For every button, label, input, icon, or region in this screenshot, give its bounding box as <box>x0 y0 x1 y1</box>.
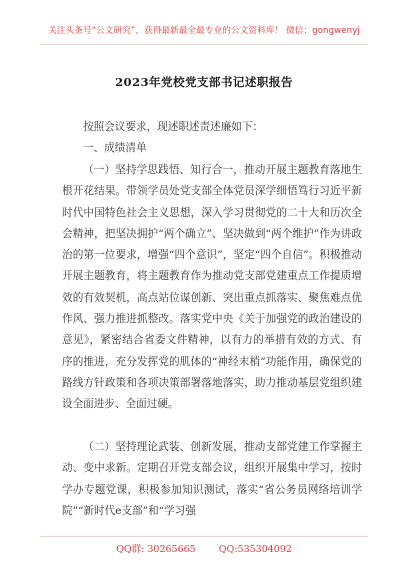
footer-qq-number: QQ:535304092 <box>218 544 292 555</box>
footer <box>0 541 408 555</box>
section-heading: 一、成绩清单 <box>83 142 147 154</box>
footer-divider <box>40 536 368 537</box>
footer-qq-group: QQ群: 30265665 <box>116 544 196 555</box>
header-divider <box>40 44 368 45</box>
lead-paragraph: 按照会议要求，现述职述责述廉如下： <box>83 121 264 133</box>
body-paragraph-1: （一）坚持学思践悟、知行合一，推动开展主题教育落地生根开花结果。带领学员处党支部全体党员深学细悟笃行习近平新时代中国特色社会主义思想，深入学习贯彻党的二十大和历次全会精神，把坚决拥护“两个确立”、坚决做到“两个维护”作为讲政治的第一位要求，增强“四个意识”，坚定“四个自信”。积极推动开展主题教育，将主题教育作为推动党支部党建重点工作提质增效的有效契机，高点站位谋创新、突出重点抓落实、聚焦难点优作风、强力推进抓整改。落实党中央《关于加强党的政治建设的意见》，紧密结合省委文件精神，以有力的举措有效的方式、有序的推进，充分发挥党的肌体的“神经末梢”功能作用，确保党的路线方针政策和各项决策部署落地落实，助力推动基层党组织建设全面进步、全面过硬。 <box>62 164 362 411</box>
document-title: 2023年党校党支部书记述职报告 <box>115 75 293 89</box>
body-paragraph-2: （二）坚持理论武装、创新发展，推动支部党建工作掌握主动、变中求新。定期召开党支部会议，组织开展集中学习，按时学办专题党课，积极参加知识测试，落实“省公务员网络培训学院”“新时代e支部”和“学习强 <box>62 441 362 517</box>
promo-banner: 关注头条号“公文研究”，获得最新最全最专业的公文资料库！ 微信：gongwenyj <box>48 26 360 36</box>
